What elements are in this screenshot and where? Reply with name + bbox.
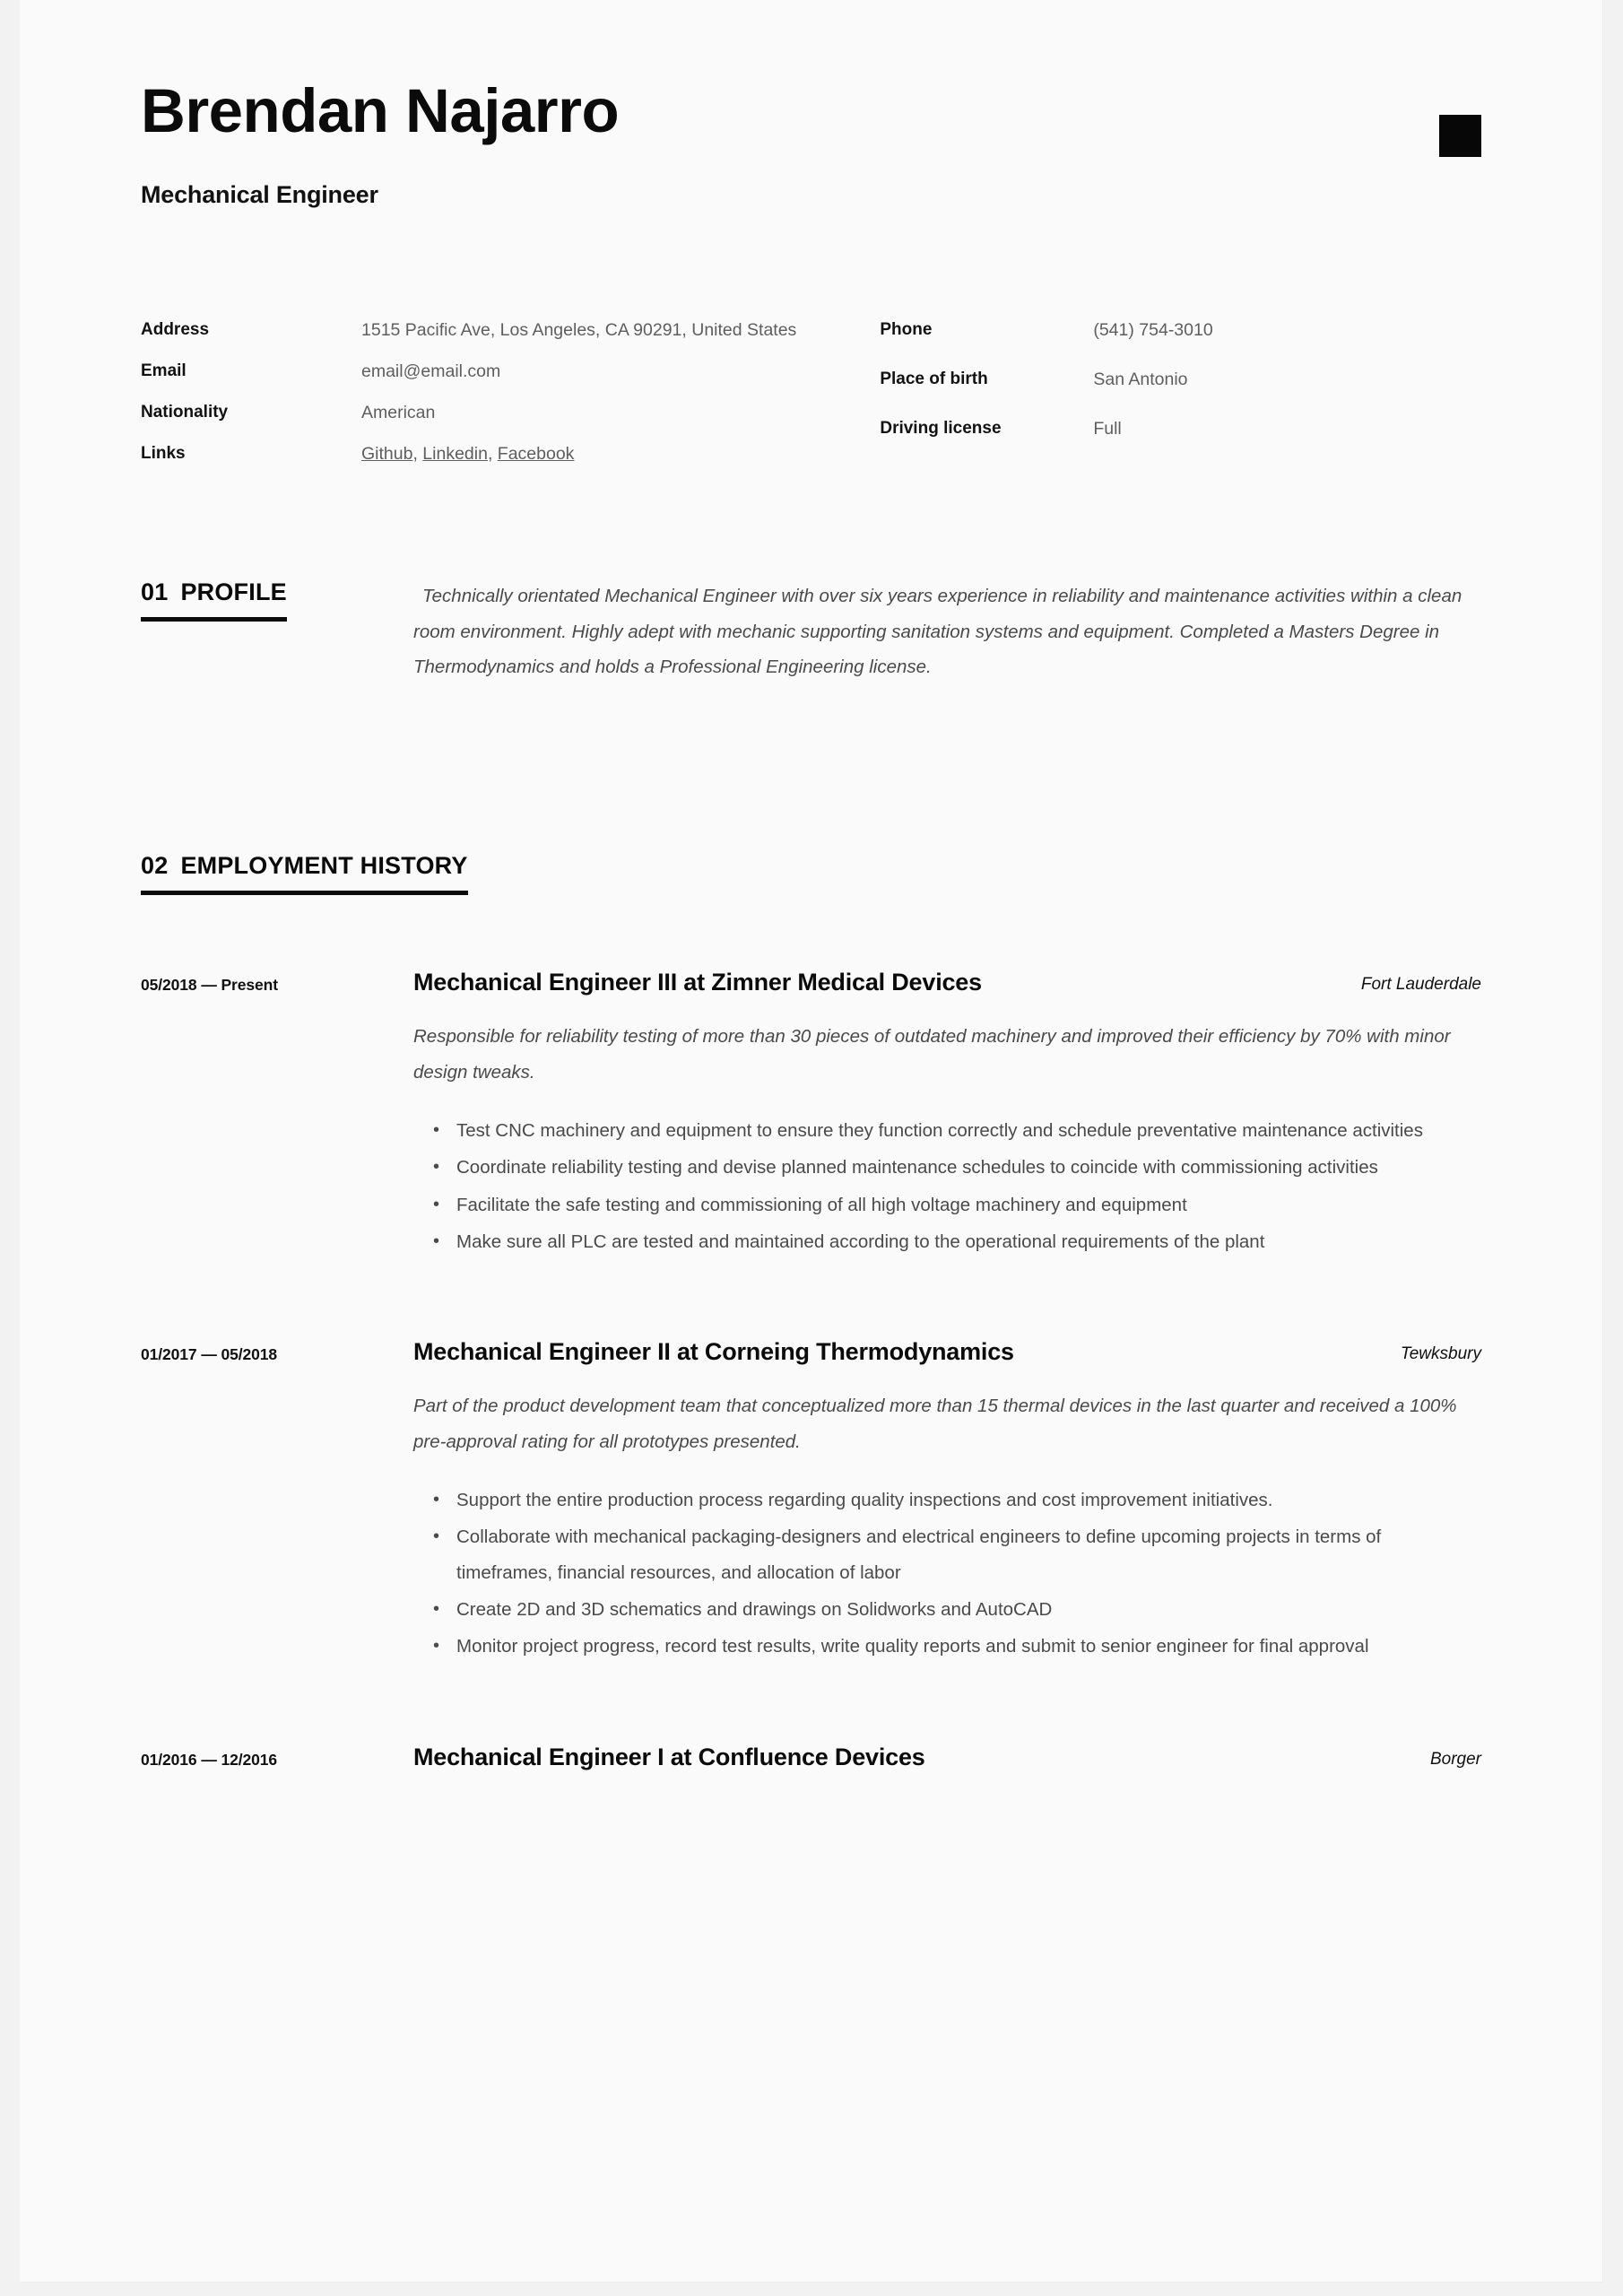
contact-column-right — [851, 318, 1481, 483]
photo-placeholder — [1439, 115, 1481, 157]
employment-location: Fort Lauderdale — [1360, 975, 1481, 995]
employment-date: 05/2018 — Present — [141, 976, 278, 995]
contact-value-nationality: American — [361, 402, 436, 422]
employment-bullet: • Create 2D and 3D schematics and drawings on Solidworks and AutoCAD — [413, 1592, 1481, 1627]
link-facebook[interactable]: Facebook — [497, 443, 575, 464]
employment-entry — [141, 1742, 1481, 1774]
employment-location: Borger — [1429, 1749, 1481, 1769]
candidate-job-title: Mechanical Engineer — [141, 181, 378, 209]
section-profile-heading-col — [141, 578, 401, 684]
resume-header — [141, 0, 1481, 209]
contact-row-nationality — [141, 401, 851, 426]
contact-value-email: email@email.com — [361, 361, 501, 382]
contact-row-place-of-birth — [880, 368, 1481, 393]
employment-bullet: • Test CNC machinery and equipment to ensure they function correctly and schedule preventative maintenance activities — [413, 1113, 1481, 1148]
resume-page — [20, 0, 1603, 2283]
section-employment-number: 02 — [141, 852, 169, 880]
contact-label-address: Address — [141, 320, 210, 340]
profile-body-text: Technically orientated Mechanical Engineer with over six years experience in reliability and maintenance activities within a clean room environment. Highly adept with mechanic supporting sanitation systems and equipment. Completed a Masters Degree in Thermodynamics and holds a Professional Engineering license. — [413, 586, 1462, 677]
employment-entry — [141, 1336, 1481, 1665]
employment-title-row — [413, 1336, 1481, 1369]
section-employment-rule — [141, 891, 468, 895]
section-employment-title: EMPLOYMENT HISTORY — [180, 852, 468, 880]
employment-bullet: • Monitor project progress, record test results, write quality reports and submit to senior engineer for final approval — [413, 1629, 1481, 1664]
contact-row-driving-license — [880, 417, 1481, 442]
employment-role: Mechanical Engineer III at Zimner Medical Devices — [413, 969, 982, 996]
employment-location: Tewksbury — [1400, 1344, 1481, 1364]
employment-details — [401, 1336, 1481, 1665]
employment-bullet: • Support the entire production process regarding quality inspections and cost improvement initiatives. — [413, 1483, 1481, 1518]
employment-description: Responsible for reliability testing of more than 30 pieces of outdated machinery and improved their efficiency by 70% with minor design tweaks. — [413, 1026, 1451, 1083]
contact-row-email — [141, 360, 851, 385]
section-employment-heading — [141, 852, 468, 895]
section-profile-heading-text — [141, 578, 287, 606]
contact-details — [141, 318, 1481, 483]
contact-row-phone — [880, 318, 1481, 344]
contact-value-links: Github, Linkedin, Facebook — [361, 443, 575, 464]
candidate-name: Brendan Najarro — [141, 76, 620, 145]
employment-description: Part of the product development team that conceptualized more than 15 thermal devices in the last quarter and received a 100% pre-approval rating for all prototypes presented. — [413, 1396, 1457, 1452]
section-profile-number: 01 — [141, 578, 169, 606]
section-employment — [141, 852, 1481, 1773]
employment-bullet: • Collaborate with mechanical packaging-designers and electrical engineers to define upcoming projects in terms of timeframes, financial resources, and allocation of labor — [413, 1519, 1481, 1590]
employment-date: 01/2016 — 12/2016 — [141, 1750, 278, 1769]
employment-role: Mechanical Engineer I at Confluence Devices — [413, 1743, 925, 1770]
employment-title-row — [413, 967, 1481, 999]
contact-label-driving-license: Driving license — [880, 418, 1002, 438]
contact-label-place-of-birth: Place of birth — [880, 370, 988, 389]
employment-bullet: • Facilitate the safe testing and commissioning of all high voltage machinery and equipment — [413, 1187, 1481, 1222]
contact-value-address: 1515 Pacific Ave, Los Angeles, CA 90291, United States — [361, 320, 797, 341]
section-profile-rule — [141, 617, 287, 622]
employment-role: Mechanical Engineer II at Corneing Thermodynamics — [413, 1338, 1014, 1366]
contact-row-links — [141, 442, 851, 467]
contact-column-left — [141, 318, 851, 483]
contact-value-place-of-birth: San Antonio — [1093, 370, 1188, 390]
contact-label-nationality: Nationality — [141, 402, 229, 422]
employment-details — [401, 1742, 1481, 1774]
contact-label-email: Email — [141, 361, 187, 381]
employment-bullet: • Coordinate reliability testing and devise planned maintenance schedules to coincide with commissioning activities — [413, 1150, 1481, 1185]
section-profile-title: PROFILE — [180, 578, 287, 606]
contact-row-address — [141, 318, 851, 344]
contact-label-links: Links — [141, 443, 186, 463]
employment-bullet: • Make sure all PLC are tested and maintained according to the operational requirements of the plant — [413, 1224, 1481, 1259]
employment-date: 01/2017 — 05/2018 — [141, 1345, 278, 1364]
employment-bullet-list — [413, 1483, 1481, 1665]
employment-bullet-list — [413, 1113, 1481, 1259]
contact-label-phone: Phone — [880, 320, 933, 340]
link-linkedin[interactable]: Linkedin — [422, 443, 488, 464]
section-profile — [141, 578, 1481, 684]
section-profile-heading — [141, 578, 287, 622]
contact-value-driving-license: Full — [1093, 418, 1122, 439]
link-github[interactable]: Github — [361, 443, 413, 464]
employment-details — [401, 967, 1481, 1261]
employment-entry — [141, 967, 1481, 1261]
contact-value-phone: (541) 754-3010 — [1093, 320, 1213, 341]
section-employment-heading-text — [141, 852, 468, 880]
employment-title-row — [413, 1742, 1481, 1774]
